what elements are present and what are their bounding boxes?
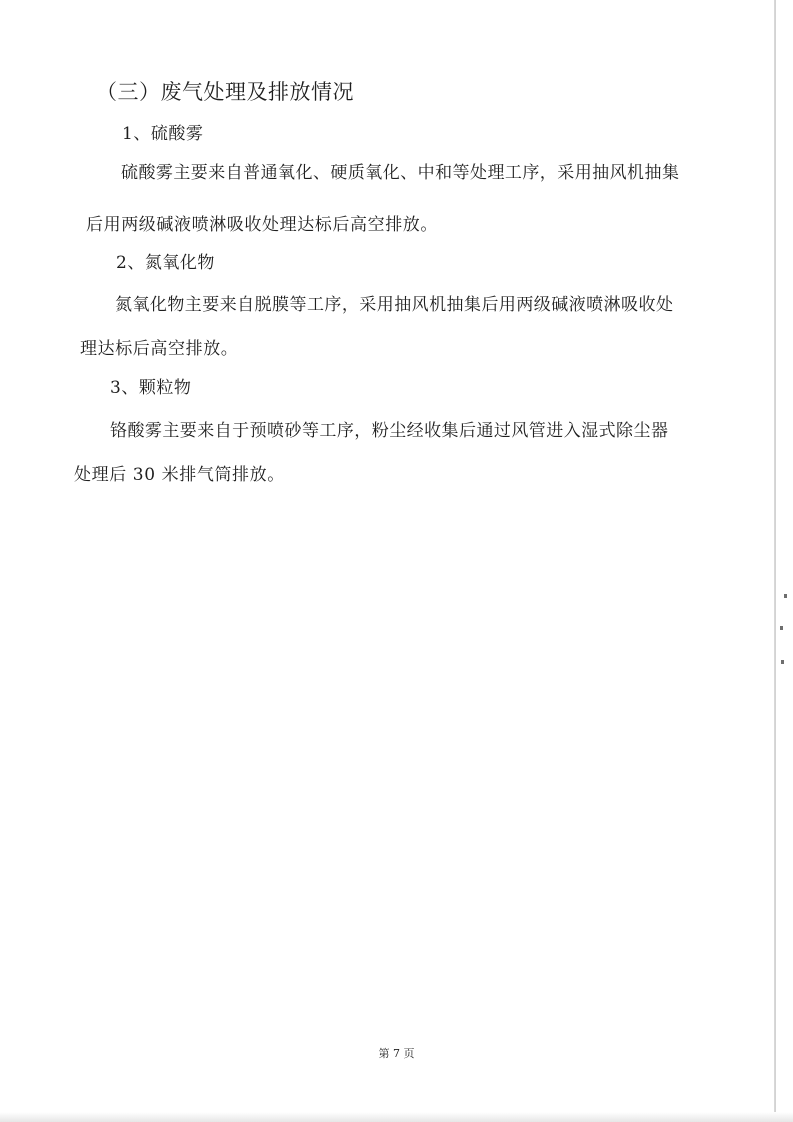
scan-edge-mark <box>781 660 784 664</box>
item-3-line-2: 处理后 30 米排气筒排放。 <box>74 465 285 485</box>
scan-edge-mark <box>784 594 787 598</box>
item-1-label: 1、硫酸雾 <box>122 124 204 144</box>
page-number: 第 7 页 <box>378 1047 415 1060</box>
scan-edge-line <box>774 0 776 1122</box>
item-1-line-1: 硫酸雾主要来自普通氧化、硬质氧化、中和等处理工序，采用抽风机抽集 <box>121 163 680 183</box>
item-3-label: 3、颗粒物 <box>110 378 192 398</box>
item-1-line-2: 后用两级碱液喷淋吸收处理达标后高空排放。 <box>86 215 438 235</box>
item-2-line-1: 氮氧化物主要来自脱膜等工序，采用抽风机抽集后用两级碱液喷淋吸收处 <box>115 295 674 315</box>
scan-bottom-shadow <box>0 1112 793 1122</box>
item-2-label: 2、氮氧化物 <box>116 253 215 273</box>
item-3-line-1: 铬酸雾主要来自于预喷砂等工序，粉尘经收集后通过风管进入湿式除尘器 <box>110 421 669 441</box>
item-2-line-2: 理达标后高空排放。 <box>80 339 239 359</box>
section-heading: （三）废气处理及排放情况 <box>96 80 354 104</box>
scan-edge-mark <box>780 626 783 630</box>
